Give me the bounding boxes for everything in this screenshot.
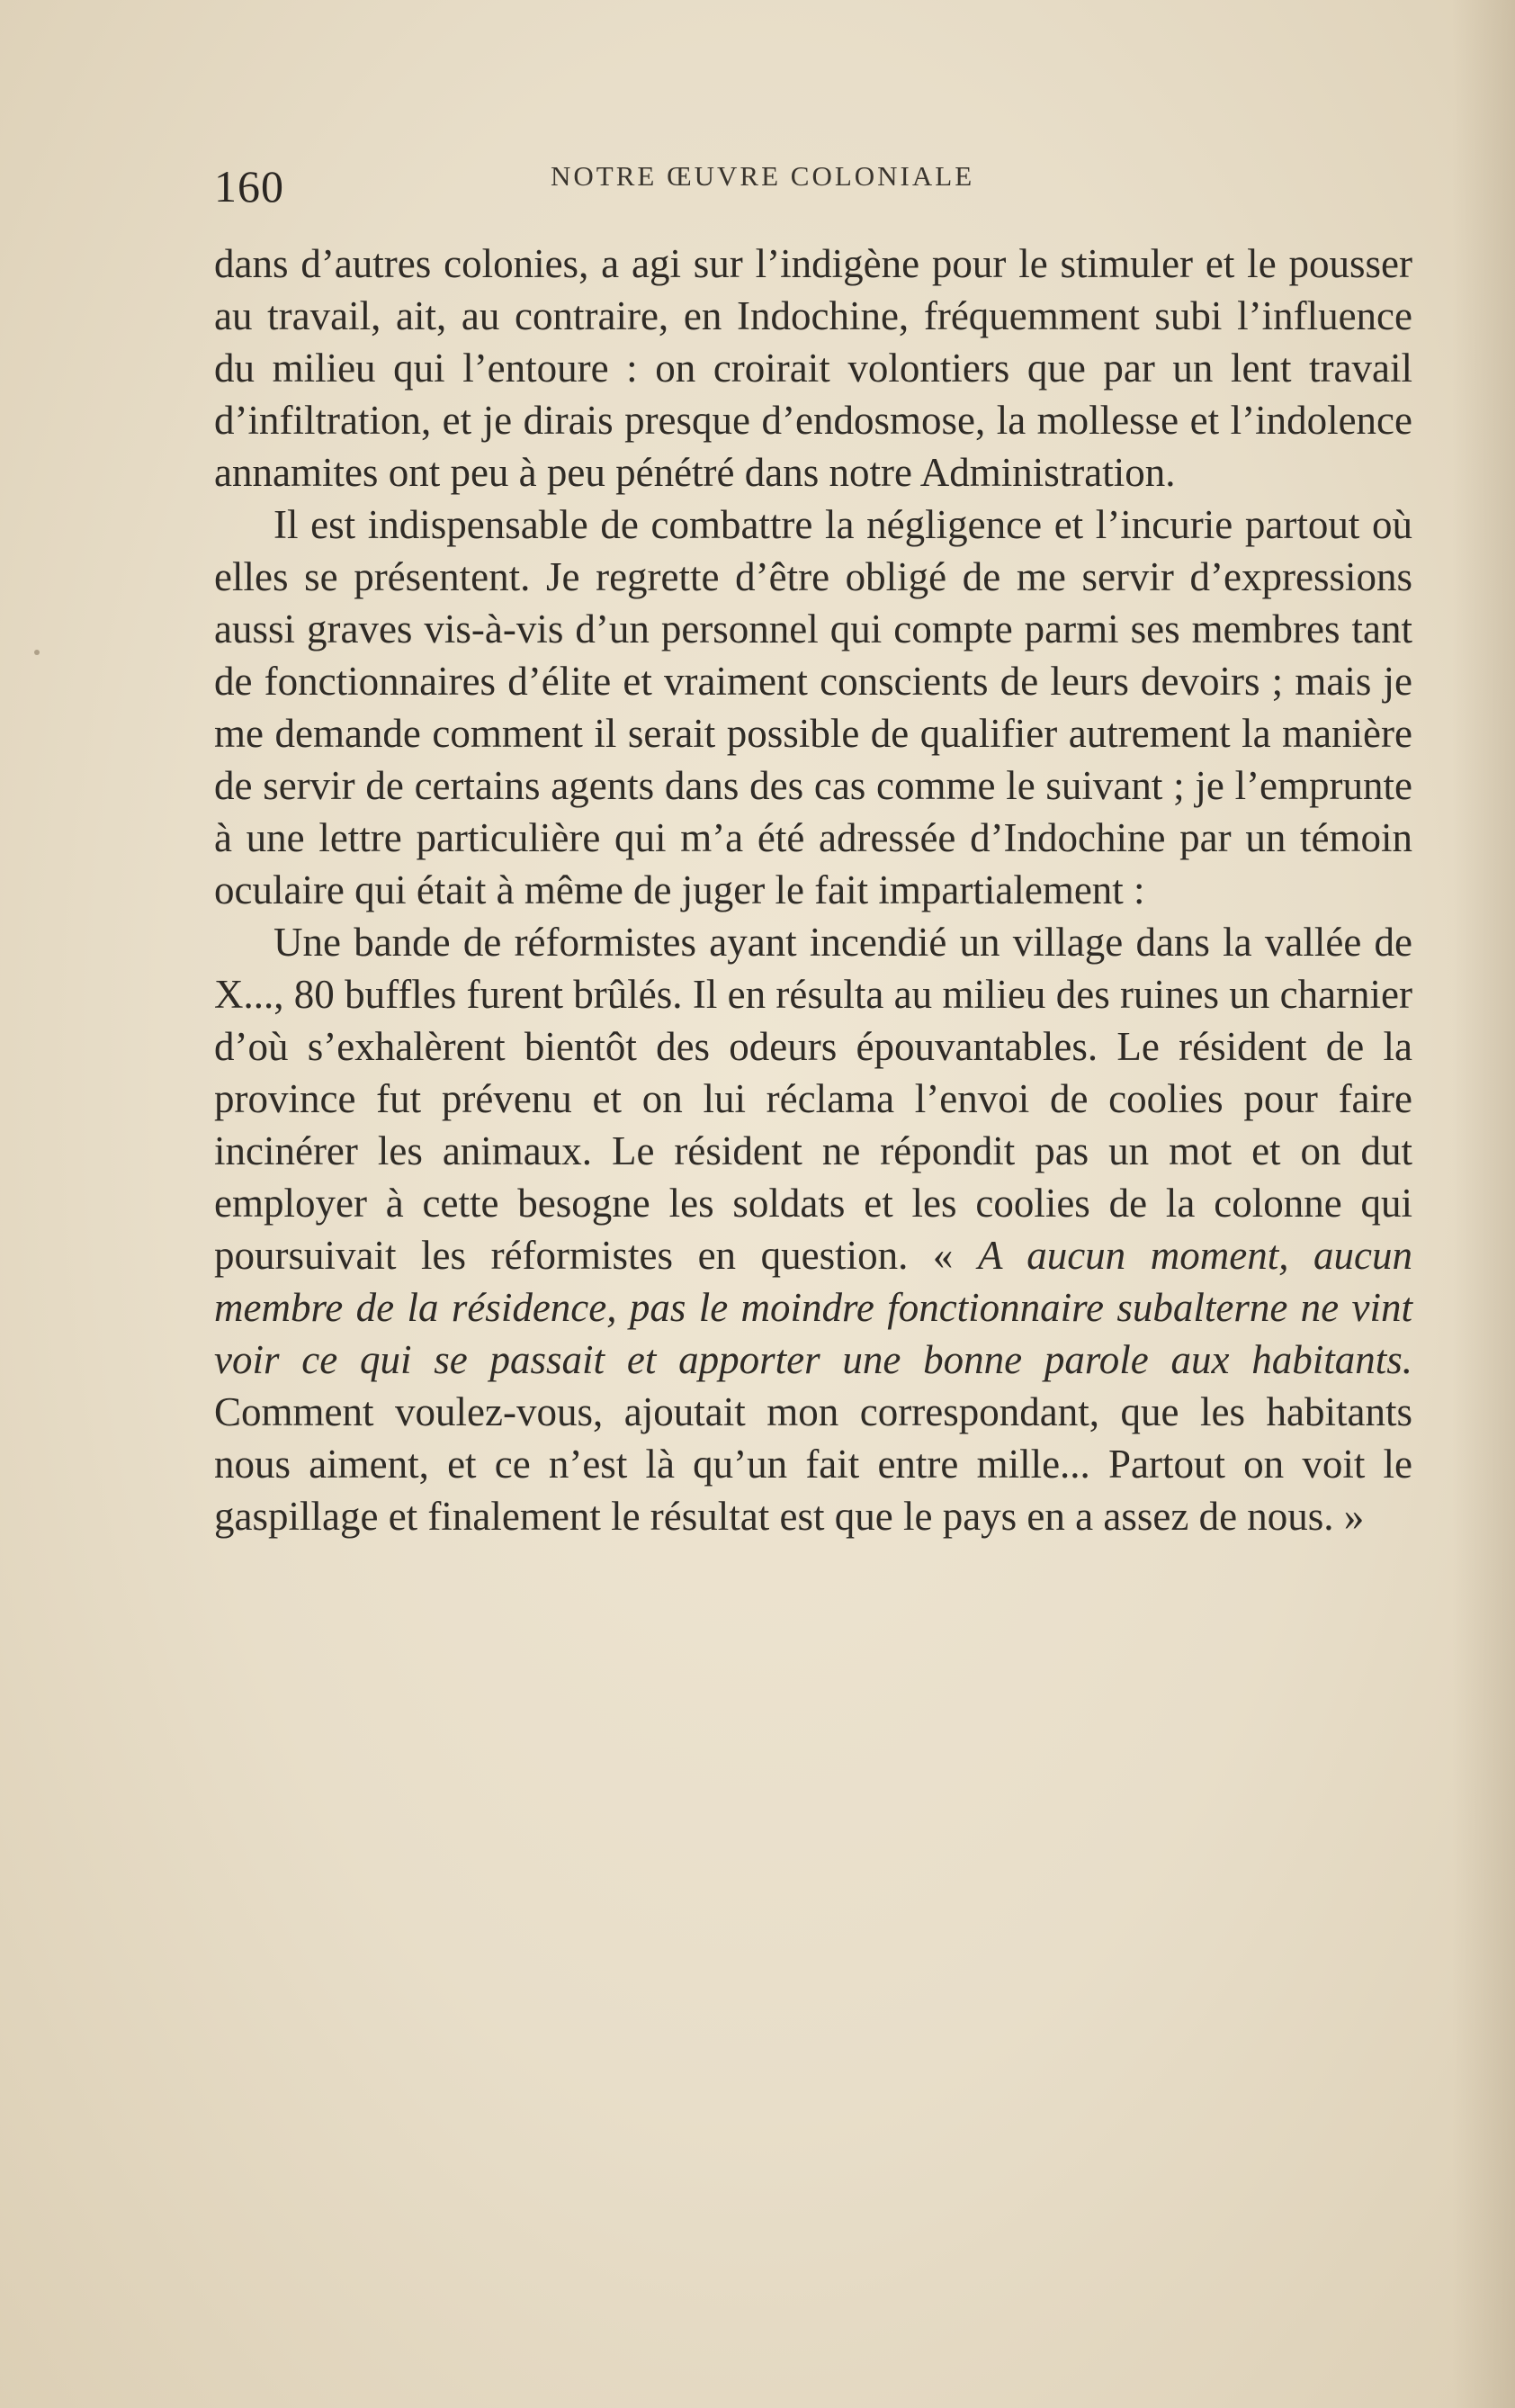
paragraph-1: dans d’autres colonies, a agi sur l’indigène pour le stimuler et le pousser au travail, ait, au contraire, en Indochine, fréquemment subi l’influence du milieu qui l’entoure : on croirait volontiers que par un lent travail d’infiltration, et je dirais presque d’endosmose, la mollesse et l’indolence annamites ont peu à peu pénétré dans notre Administration.: [214, 241, 1412, 495]
paper-speck: [34, 650, 40, 655]
page-number: 160: [214, 161, 284, 211]
body-text: [214, 238, 1412, 1542]
running-title: NOTRE ŒUVRE COLONIALE: [551, 160, 975, 192]
paragraph-3-text-after: Comment voulez-vous, ajoutait mon correspondant, que les habitants nous aiment, et ce n’est là qu’un fait entre mille... Partout on voit le gaspillage et finalement le résultat est que le pays en a assez de nous. »: [214, 1389, 1412, 1539]
paragraph-2: Il est indispensable de combattre la négligence et l’incurie partout où elles se présentent. Je regrette d’être obligé de me servir d’expressions aussi graves vis-à-vis d’un personnel qui compte parmi ses membres tant de fonctionnaires d’élite et vraiment conscients de leurs devoirs ; mais je me demande comment il serait possible de qualifier autrement la manière de servir de certains agents dans des cas comme le suivant ; je l’emprunte à une lettre particulière qui m’a été adressée d’Indochine par un témoin oculaire qui était à même de juger le fait impartialement :: [214, 502, 1412, 912]
page-edge-shadow: [1452, 0, 1515, 2408]
paragraph-3-text-before: Une bande de réformistes ayant incendié un village dans la vallée de X..., 80 buffles furent brûlés. Il en résulta au milieu des ruines un charnier d’où s’exhalèrent bientôt des odeurs épouvantables. Le résident de la province fut prévenu et on lui réclama l’envoi de coolies pour faire incinérer les animaux. Le résident ne répondit pas un mot et on dut employer à cette besogne les soldats et les coolies de la colonne qui poursuivait les réformistes en question. «: [214, 920, 1412, 1278]
paragraph-3: [214, 916, 1412, 1542]
paragraph-3-italic-quote: A aucun moment, aucun membre de la résidence, pas le moindre fonctionnaire subalterne ne vint voir ce qui se passait et apporter une bonne parole aux habitants.: [214, 1233, 1412, 1382]
page-header: [0, 160, 1515, 214]
